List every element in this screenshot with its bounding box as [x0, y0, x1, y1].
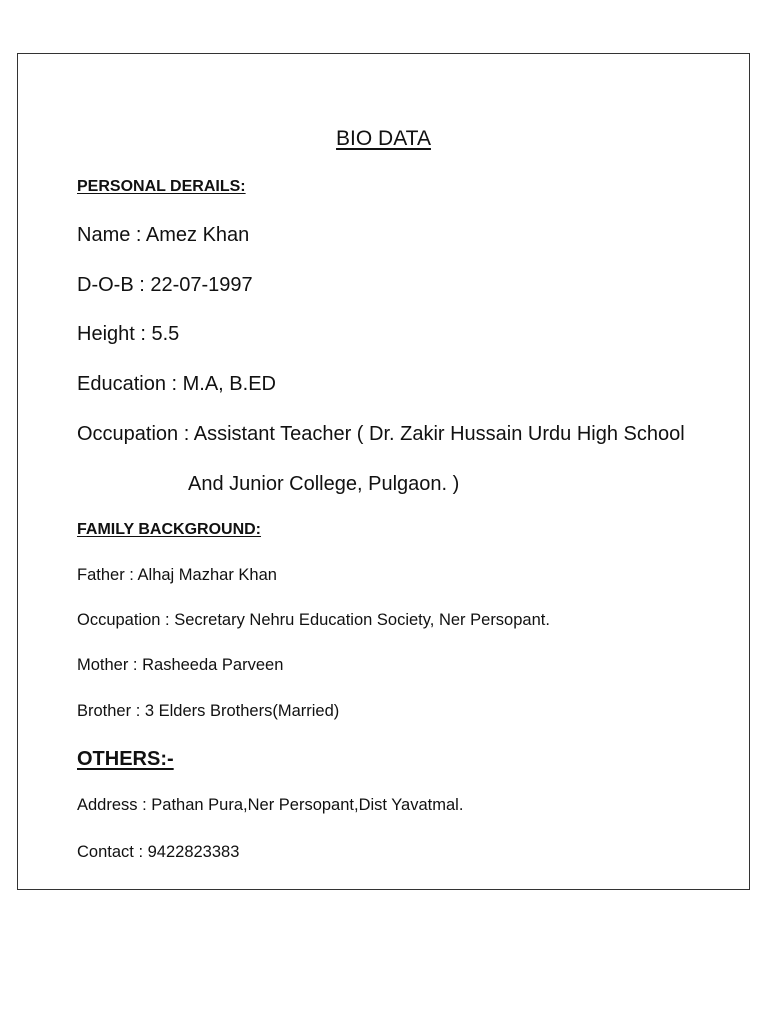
education-field: Education : M.A, B.ED: [77, 373, 276, 395]
father-field: Father : Alhaj Mazhar Khan: [77, 566, 277, 584]
occupation-field-continued: And Junior College, Pulgaon. ): [188, 473, 460, 495]
contact-field: Contact : 9422823383: [77, 843, 240, 861]
name-field: Name : Amez Khan: [77, 224, 250, 246]
personal-details-heading: PERSONAL DERAILS:: [77, 178, 246, 195]
document-title: BIO DATA: [336, 127, 431, 150]
dob-field: D-O-B : 22-07-1997: [77, 274, 253, 296]
mother-field: Mother : Rasheeda Parveen: [77, 656, 284, 674]
height-field: Height : 5.5: [77, 323, 180, 345]
brother-field: Brother : 3 Elders Brothers(Married): [77, 702, 340, 720]
father-occupation-field: Occupation : Secretary Nehru Education Society, Ner Persopant.: [77, 611, 550, 629]
others-heading: OTHERS:-: [77, 748, 174, 770]
biodata-page: [17, 53, 750, 890]
occupation-field: Occupation : Assistant Teacher ( Dr. Zakir Hussain Urdu High School: [77, 423, 685, 445]
address-field: Address : Pathan Pura,Ner Persopant,Dist Yavatmal.: [77, 796, 464, 814]
family-background-heading: FAMILY BACKGROUND:: [77, 521, 262, 538]
